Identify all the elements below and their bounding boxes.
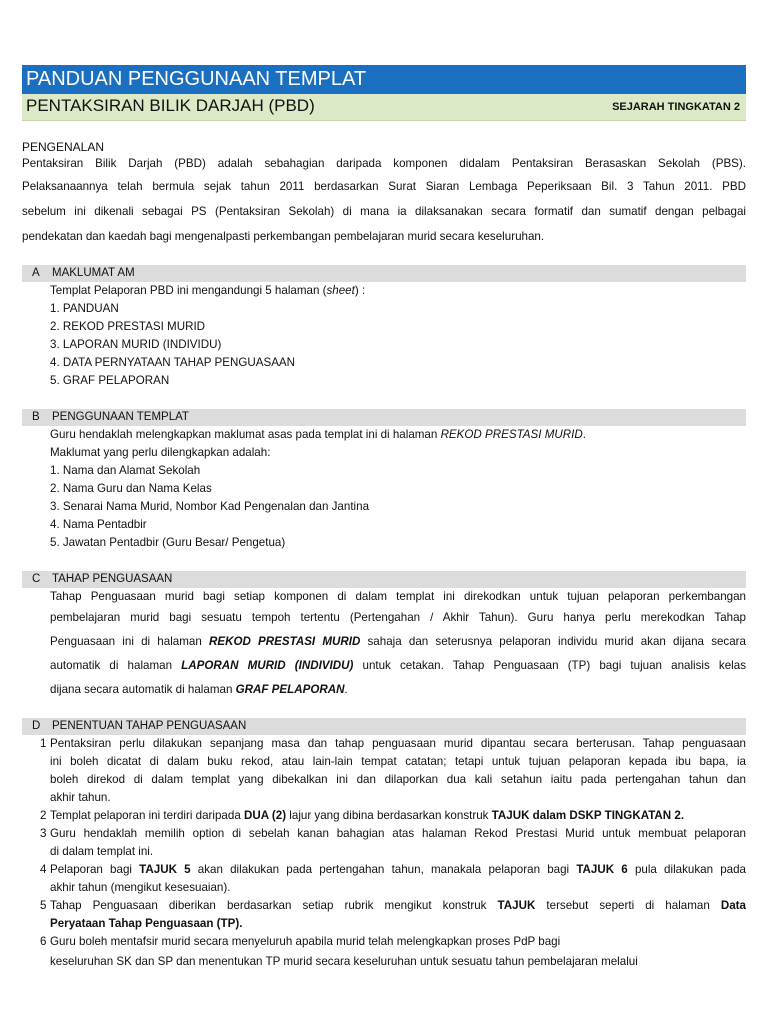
text-run: Guru hendaklah melengkapkan maklumat asas pada templat ini di halaman: [50, 428, 441, 441]
numbered-item: [22, 735, 746, 807]
list-item: 4. DATA PERNYATAAN TAHAP PENGUASAAN: [50, 356, 296, 369]
section-title: TAHAP PENGUASAAN: [52, 573, 173, 585]
paragraph-line: [50, 630, 746, 654]
list-item: 2. REKOD PRESTASI MURID: [50, 320, 206, 333]
list-item: 3. Senarai Nama Murid, Nombor Kad Pengenalan dan Jantina: [50, 500, 370, 513]
section-b-line: Maklumat yang perlu dilengkapkan adalah:: [50, 446, 271, 459]
intro-line: sebelum ini dikenali sebagai PS (Pentaksiran Sekolah) di mana ia dilaksanakan secara formatif dan sumatif dengan pelbagai: [22, 205, 746, 218]
text-run: .: [344, 683, 348, 696]
text-run: automatik di halaman: [50, 659, 182, 672]
text-run: sahaja dan seterusnya pelaporan individu murid akan dijana secara: [360, 635, 746, 648]
text-run: untuk cetakan. Tahap Penguasaan (TP) bagi tujuan analisis kelas: [353, 659, 746, 672]
text-run: lajur yang dibina berdasarkan konstruk: [286, 809, 492, 822]
item-line: [50, 897, 746, 915]
text-run: Templat Pelaporan PBD ini mengandungi 5 halaman (: [50, 284, 327, 297]
section-c-header: [22, 571, 746, 588]
text-run: Tahap Penguasaan diberikan berdasarkan setiap rubrik mengikut konstruk: [50, 899, 498, 912]
list-item: 1. PANDUAN: [50, 302, 119, 315]
list-item: 3. LAPORAN MURID (INDIVIDU): [50, 338, 222, 351]
item-number: 2: [40, 809, 47, 822]
section-title: PENGGUNAAN TEMPLAT: [52, 411, 189, 423]
subject-label: SEJARAH TINGKATAN 2: [612, 101, 740, 113]
text-run: tersebut seperti di halaman: [535, 899, 721, 912]
text-run: TAJUK 5: [139, 863, 191, 876]
text-run: TAJUK 6: [576, 863, 628, 876]
item-line: Guru hendaklah memilih option di sebelah kanan bahagian atas halaman Rekod Prestasi Murid untuk membuat pelaporan: [50, 827, 746, 840]
section-title: PENENTUAN TAHAP PENGUASAAN: [52, 720, 247, 732]
section-letter: A: [32, 267, 40, 279]
numbered-item: [22, 807, 746, 825]
section-c-paragraph: [22, 588, 746, 702]
numbered-item: [22, 897, 746, 933]
list-item: 5. GRAF PELAPORAN: [50, 374, 170, 387]
intro-line: Pelaksanaannya telah bermula sejak tahun 2011 berdasarkan Surat Siaran Lembaga Peperiksaan Bil. 3 Tahun 2011. PBD: [22, 180, 746, 193]
text-run: Templat pelaporan ini terdiri daripada: [50, 809, 244, 822]
section-letter: C: [32, 573, 41, 585]
item-line: Guru boleh mentafsir murid secara menyeluruh apabila murid telah melengkapkan proses PdP bagi: [50, 935, 561, 948]
section-b-header: [22, 409, 746, 426]
text-run: LAPORAN MURID (INDIVIDU): [181, 659, 354, 672]
section-a-intro: [22, 282, 746, 300]
item-line: Peryataan Tahap Penguasaan (TP).: [50, 917, 243, 930]
list-item: 5. Jawatan Pentadbir (Guru Besar/ Pengetua): [50, 536, 286, 549]
section-a-header: [22, 265, 746, 282]
text-run: REKOD PRESTASI MURID: [440, 428, 583, 441]
paragraph-line: pembelajaran murid bagi sesuatu tempoh tertentu (Pertengahan / Akhir Tahun). Guru hanya perlu merekodkan Tahap: [50, 611, 746, 624]
item-number: 3: [40, 827, 47, 840]
item-line: di dalam templat ini.: [50, 845, 154, 858]
text-run: .: [582, 428, 586, 441]
list-item: 4. Nama Pentadbir: [50, 518, 147, 531]
numbered-item: [22, 825, 746, 861]
item-number: 5: [40, 899, 47, 912]
document-title: PANDUAN PENGGUNAAN TEMPLAT: [22, 65, 746, 94]
list-item: 1. Nama dan Alamat Sekolah: [50, 464, 201, 477]
numbered-item: [22, 933, 746, 973]
document-subtitle: PENTAKSIRAN BILIK DARJAH (PBD): [26, 96, 315, 115]
document-page: [22, 65, 746, 973]
item-line: akhir tahun (mengikut kesesuaian).: [50, 881, 231, 894]
text-run: Data: [720, 899, 746, 912]
item-line: keseluruhan SK dan SP dan menentukan TP murid secara keseluruhan untuk sesuatu tahun pembelajaran melalui: [50, 955, 638, 968]
intro-line: pendekatan dan kaedah bagi mengenalpasti perkembangan pembelajaran murid secara keseluruhan.: [22, 230, 545, 243]
text-run: GRAF PELAPORAN: [235, 683, 345, 696]
section-letter: B: [32, 411, 40, 423]
paragraph-line: [50, 678, 746, 702]
text-run: dijana secara automatik di halaman: [50, 683, 236, 696]
item-number: 1: [40, 737, 47, 750]
section-title: MAKLUMAT AM: [52, 267, 135, 279]
item-line: [50, 807, 746, 825]
text-run: sheet: [326, 284, 355, 297]
item-line: akhir tahun.: [50, 791, 111, 804]
section-b-line: [22, 426, 746, 444]
paragraph-line: [50, 654, 746, 678]
item-line: [50, 861, 746, 879]
numbered-item: [22, 861, 746, 897]
item-line: Pentaksiran perlu dilakukan sepanjang masa dan tahap penguasaan murid dipantau secara berterusan. Tahap penguasaan: [50, 737, 746, 750]
list-item: 2. Nama Guru dan Nama Kelas: [50, 482, 212, 495]
text-run: Pelaporan bagi: [50, 863, 140, 876]
text-run: Penguasaan ini di halaman: [50, 635, 209, 648]
subtitle-bar: [22, 94, 746, 121]
paragraph-line: Tahap Penguasaan murid bagi setiap komponen di dalam templat ini direkodkan untuk tujuan pelaporan perkembangan: [50, 590, 746, 603]
text-run: DUA (2): [244, 809, 287, 822]
text-run: TAJUK: [497, 899, 536, 912]
item-line: boleh direkod di dalam templat yang dibekalkan ini dan dilaporkan dua kali setahun iaitu pada pertengahan tahun dan: [50, 773, 746, 786]
section-letter: D: [32, 720, 41, 732]
text-run: REKOD PRESTASI MURID: [208, 635, 361, 648]
intro-line: Pentaksiran Bilik Darjah (PBD) adalah sebahagian daripada komponen didalam Pentaksiran Berasaskan Sekolah (PBS).: [22, 157, 746, 170]
intro-paragraph: [22, 154, 746, 249]
text-run: ) :: [354, 284, 366, 297]
text-run: pula dilakukan pada: [627, 863, 747, 876]
item-number: 4: [40, 863, 47, 876]
intro-heading: PENGENALAN: [22, 140, 105, 154]
text-run: akan dilakukan pada pertengahan tahun, manakala pelaporan bagi: [190, 863, 577, 876]
section-d-header: [22, 718, 746, 735]
text-run: TAJUK dalam DSKP TINGKATAN 2.: [491, 809, 685, 822]
item-number: 6: [40, 935, 47, 948]
item-line: ini boleh dicatat di dalam buku rekod, atau lain-lain tempat catatan; tetapi untuk tujuan pelaporan kepada ibu bapa, ia: [50, 755, 746, 768]
